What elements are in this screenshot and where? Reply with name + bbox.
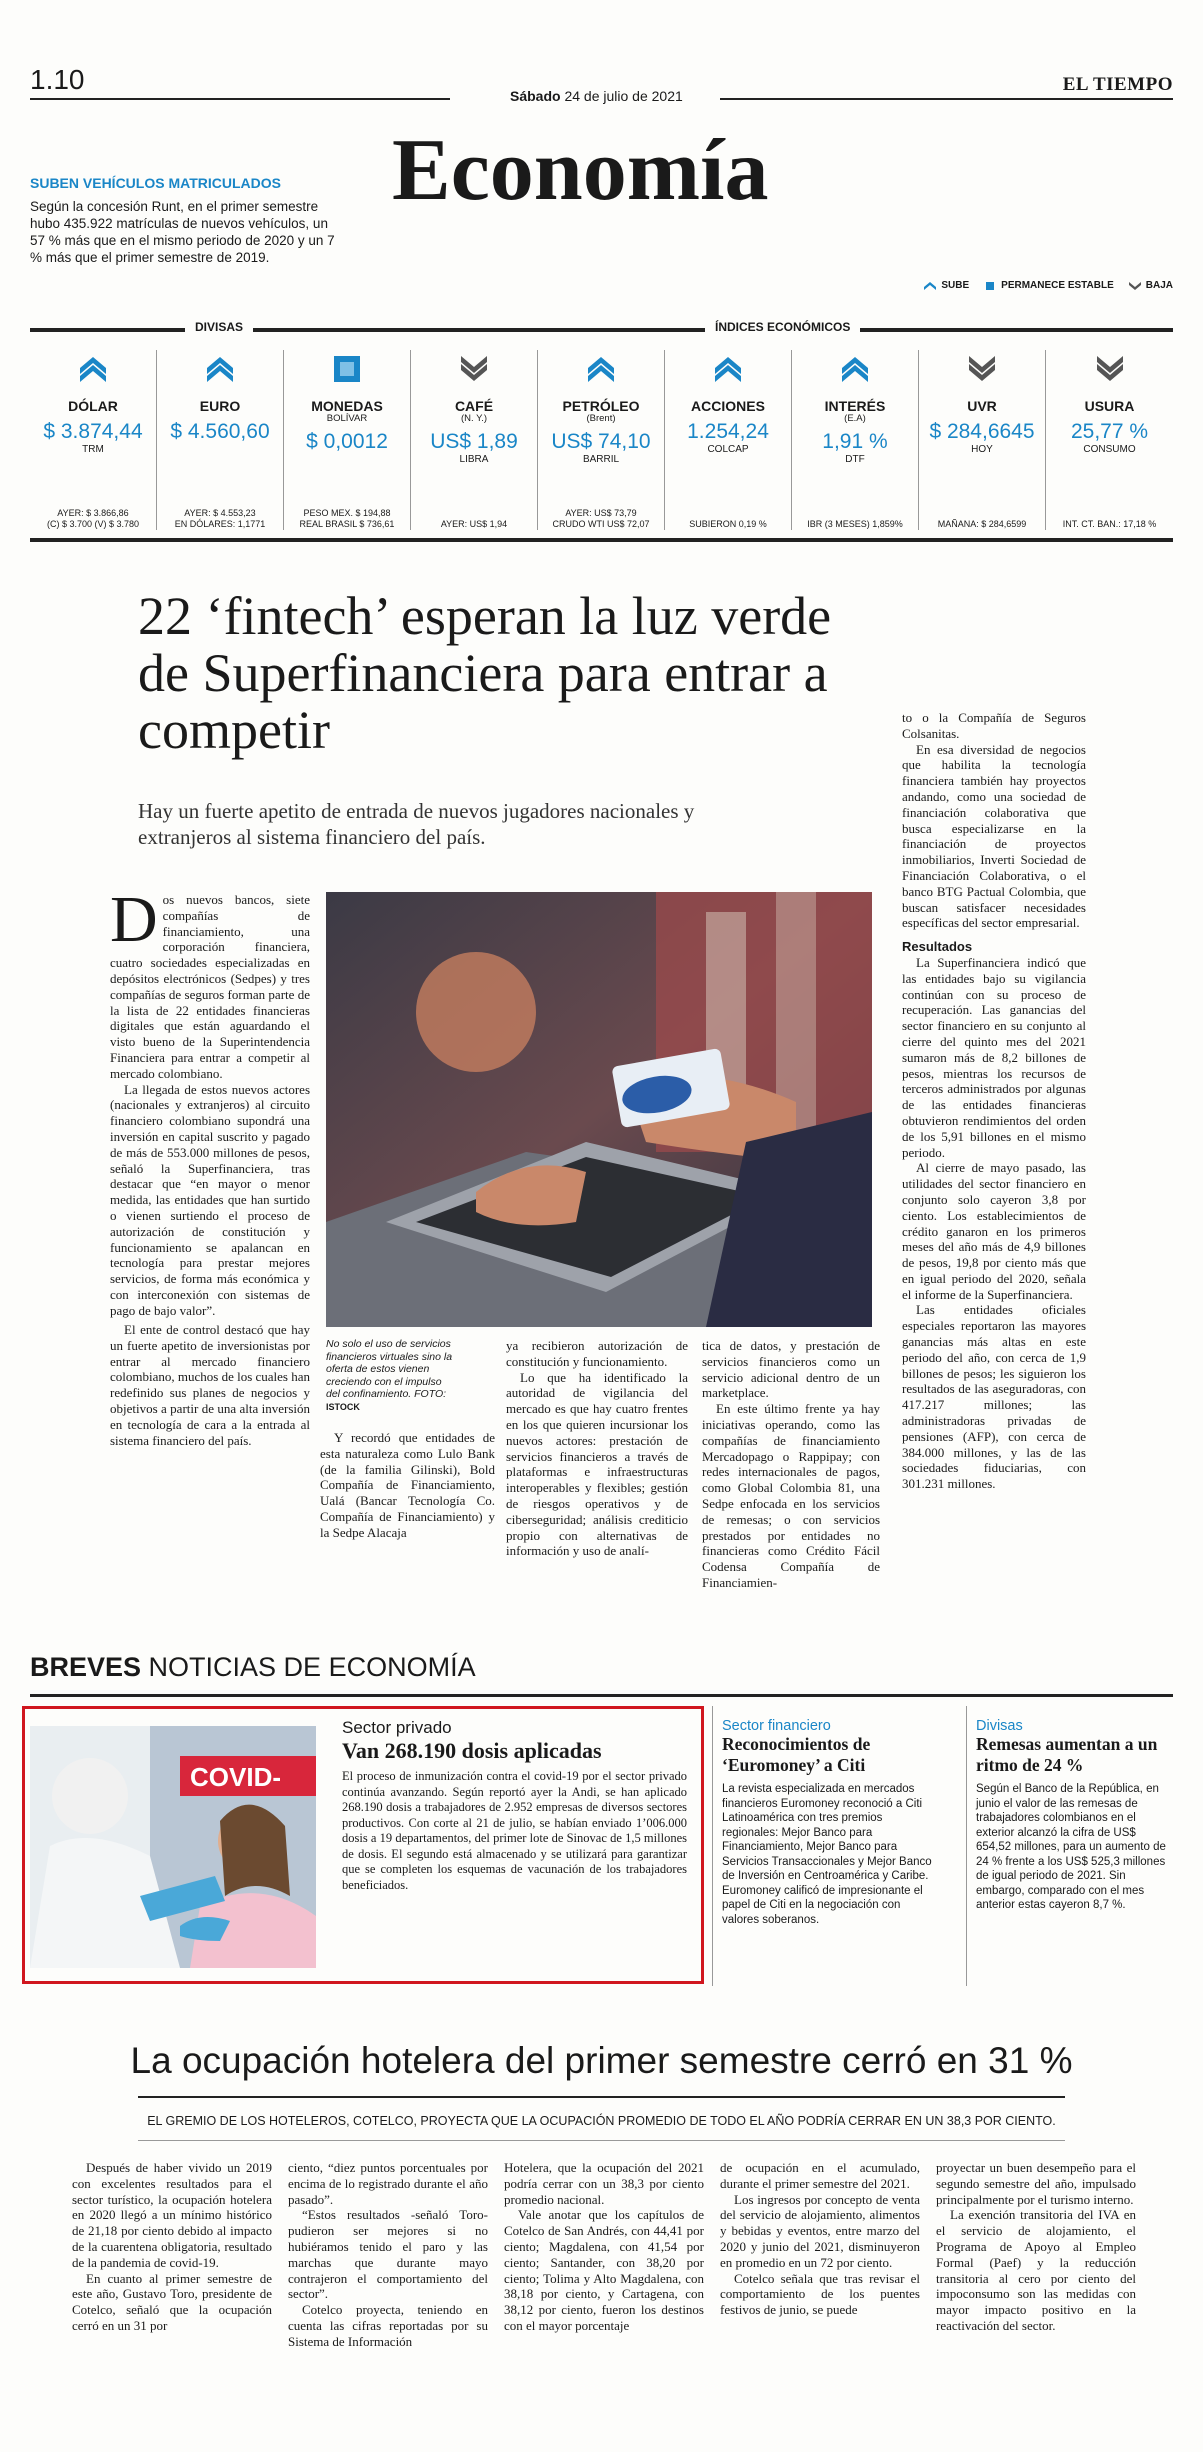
indicator-foot: AYER: $ 4.553,23 EN DÓLARES: 1,1771	[174, 508, 266, 529]
brief-third-text: Según el Banco de la República, en junio el valor de las remesas de trabajadores colombianos en el exterior alcanzó la cifra de US$ 654,52 millones, para un aumento de 24 % frente a los US$ 525,3 millones de igual periodo de 2021. Sin embargo, comparado con el mes anterior estas cayeron 8,7 %.	[976, 1783, 1166, 1911]
indicator-sub: BOLÍVAR	[326, 413, 368, 424]
indicator-sub: (Brent)	[586, 413, 616, 424]
indicator-unit: LIBRA	[459, 454, 489, 465]
brief-divider-2	[966, 1706, 967, 1986]
indicator-1	[157, 350, 284, 530]
note-text: Según la concesión Runt, en el primer semestre hubo 435.922 matrículas de nuevos vehículos, un 57 % más que en el mismo periodo de 2020 y un 7 % más que el primer semestre de 2019.	[30, 199, 335, 265]
indicator-foot: IBR (3 MESES) 1,859%	[807, 519, 903, 529]
indicator-name: PETRÓLEO	[562, 398, 640, 414]
article-column-2: Y recordó que entidades de esta naturaleza como Lulo Bank (de la familia Gilinski), Bold Compañía de Financiamiento, Ualá (Bancar Tecnología Co. Compañía de Financiamiento) y la Sedpe Alacaja	[320, 1430, 495, 1540]
indicator-foot: SUBIERON 0,19 %	[689, 519, 767, 529]
article-column-5: to o la Compañía de Seguros Colsanitas. En esa diversidad de negocios que habilita la tecnología financiera también hay proyectos andando, como una sociedad de financiación colaborativa que busca especializarse en la financiación de proyectos inmobiliarios, Inverti Sociedad de Financiación Colaborativa, o el banco BTG Pactual Colombia, que buscan satisfacer necesidades específicas del sector empresarial. Resultados La Superfinanciera indicó que las entidades bajo su vigilancia continúan con su proceso de recuperación. Las ganancias del sector financiero en su conjunto al cierre del quinto mes del 2021 sumaron más de 8,2 billones de pesos, mientras los recursos de terceros administrados por algunas de las entidades financieras obtuvieron rendimientos del orden de los 5,91 billones en el mismo periodo. Al cierre de mayo pasado, las utilidades del sector financiero en conjunto solo cayeron 3,8 por ciento. Los establecimientos de crédito ganaron en los primeros meses del año más de 4,9 billones de pesos, 19,8 por ciento más que en igual periodo del 2020, señala el informe de la Superfinanciera. Las entidades oficiales especiales reportaron las mayores ganancias más altas en este periodo del año, con cerca de 1,9 billones de pesos; les siguieron los resultados de las aseguradoras, con 417.217 millones; las administradoras privadas de pensiones (AFP), con cerca de 384.000 millones, y las de las sociedades fiduciarias, con 301.231 millones.	[902, 710, 1086, 1492]
brief-second-kicker: Sector financiero	[722, 1718, 831, 1734]
article2-column-2: ciento, “diez puntos porcentuales por encima de lo registrado durante el año pasado”. “Estos resultados -señaló Toro- pudieron ser mejores si no hubiéramos tenido el paro y las marchas que durante mayo contrajeron el comportamiento del sector”. Cotelco proyecta, teniendo en cuenta las cifras reportadas por su Sistema de Información	[288, 2160, 488, 2349]
brief-third-title: Remesas aumentan a un ritmo de 24 %	[976, 1734, 1158, 1775]
brand-logo: EL TIEMPO	[1062, 74, 1173, 95]
article-column-1b: El ente de control destacó que hay un fuerte apetito de inversionistas por entrar al mercado financiero colombiano, muchos de los cuales han redefinido sus planes de negocios y objetivos a partir de una alta inversión en tecnología de cara a la entrada al sistema financiero del país.	[110, 1322, 311, 1448]
article-deck: Hay un fuerte apetito de entrada de nuevos jugadores nacionales y extranjeros al sistema financiero del país.	[138, 799, 695, 849]
brief-main-text: El proceso de inmunización contra el covid-19 por el sector privado continúa avanzando. Según reportó ayer la Andi, se han aplicado 268.190 dosis a trabajadores de 2.952 empresas de diversos sectores productivos. Con corte al 21 de julio, se habían enviado 1’006.000 dosis a 19 departamentos, del primer lote de Sinovac de 1,5 millones de dosis. El segundo está almacenado y se utilizará para garantizar que se completen los esquemas de vacunación de los trabajadores beneficiados.	[342, 1769, 687, 1892]
indicator-name: UVR	[967, 398, 997, 414]
indicator-value: $ 0,0012	[306, 430, 388, 453]
up-arrow-icon	[713, 354, 743, 384]
page-date: Sábado 24 de julio de 2021	[510, 88, 683, 104]
indicator-8	[1046, 350, 1173, 530]
breves-title: BREVES NOTICIAS DE ECONOMÍA	[30, 1652, 476, 1682]
header-rule-left	[30, 98, 450, 100]
article-photo	[326, 892, 872, 1327]
indicator-6	[792, 350, 919, 530]
article2-column-5: proyectar un buen desempeño para el segundo semestre del año, impulsado principalmente por el turismo interno. La exención transitoria del IVA en el servicio de alojamiento, el Programa de Apoyo al Empleo Formal (Paef) y la reducción transitoria al cero por ciento del impoconsumo son las medidas con mayor impacto positivo en la reactivación del sector.	[936, 2160, 1136, 2333]
stable-square-icon	[332, 354, 362, 384]
brief-second	[722, 1718, 940, 1927]
photo-caption: No solo el uso de servicios financieros virtuales sino la oferta de estos vienen creciendo con el impulso del confinamiento. FOTO: ISTOCK	[326, 1338, 453, 1412]
up-arrow-icon	[840, 354, 870, 384]
brief-main-kicker: Sector privado	[342, 1718, 452, 1737]
indicator-value: $ 3.874,44	[43, 420, 143, 443]
indicator-value: $ 284,6645	[929, 420, 1035, 443]
dropcap: D	[110, 883, 158, 956]
down-arrow-icon	[1128, 281, 1142, 291]
brief-second-text: La revista especializada en mercados financieros Euromoney reconoció a Citi Latinoamérica con tres premios regionales: Mejor Banco para Financiamiento, Mejor Banco para Servicios Transaccionales y Mejor Banco de Inversión en Centroamérica y Caribe. Euromoney calificó de impresionante el papel de Citi en la negociación con valores soberanos.	[722, 1783, 932, 1926]
brief-divider-1	[712, 1706, 713, 1986]
note-title: SUBEN VEHÍCULOS MATRICULADOS	[30, 175, 281, 191]
label-indices: ÍNDICES ECONÓMICOS	[705, 320, 860, 334]
article2-column-3: Hotelera, que la ocupación del 2021 podría cerrar con un 38,3 por ciento promedio nacional. Vale anotar que los capítulos de Cotelco de San Andrés, con 44,41 por ciento; Magdalena, con 41,54 por ciento; Santander, con 38,20 por ciento; Tolima y Alto Magdalena, con 38,18 por ciento, y Cartagena, con 38,12 por ciento, fueron los destinos con el mayor porcentaje	[504, 2160, 704, 2333]
indicator-unit: CONSUMO	[1083, 444, 1136, 455]
indicator-unit: HOY	[971, 444, 993, 455]
brief-third-kicker: Divisas	[976, 1718, 1023, 1734]
label-divisas: DIVISAS	[185, 320, 253, 334]
article2-deck: EL GREMIO DE LOS HOTELEROS, COTELCO, PROYECTA QUE LA OCUPACIÓN PROMEDIO DE TODO EL AÑO PODRÍA CERRAR EN UN 38,3 POR CIENTO.	[147, 2114, 1056, 2128]
article2-column-1: Después de haber vivido un 2019 con excelentes resultados para el sector turístico, la ocupación hotelera en 2020 llegó a un mínimo histórico de 21,18 por ciento debido al impacto de la cuarentena obligatoria, resultado de la pandemia de covid-19. En cuanto al primer semestre de este año, Gustavo Toro, presidente de Cotelco, señaló que la ocupación cerró en un 31 por	[72, 2160, 272, 2333]
trend-legend: SUBE PERMANECE ESTABLE BAJA	[923, 280, 1173, 291]
down-arrow-icon	[459, 354, 489, 384]
article-column-4: tica de datos, y prestación de servicios financieros como un servicio adicional dentro de un marketplace. En este último frente ya hay iniciativas operando, como las compañías de financiamiento Mercadopago o Rappipay; con redes internacionales de pagos, como Global Colombia 81, una Sedpe enfocada en los servicios de remesas; o con servicios prestados por entidades no financieras como Crédito Fácil Codensa Compañía de Financiamien-	[702, 1338, 880, 1590]
indicator-value: $ 4.560,60	[170, 420, 270, 443]
page-number: 1.10	[30, 64, 85, 95]
indicator-name: INTERÉS	[824, 398, 886, 414]
article-column-3: ya recibieron autorización de constitución y funcionamiento. Lo que ha identificado la autoridad de vigilancia del mercado es que hay cuatro frentes en los que quieren incursionar los nuevos actores: prestación de servicios financieros a través de plataformas e infraestructuras interoperables y flexibles; gestión de riesgos operativos y de ciberseguridad; análisis crediticio propio con alternativas de información y uso de analí-	[506, 1338, 688, 1559]
indicator-value: 1.254,24	[687, 420, 769, 443]
header-rule-right	[720, 98, 1173, 100]
down-arrow-icon	[967, 354, 997, 384]
brief-main-title: Van 268.190 dosis aplicadas	[342, 1738, 602, 1763]
indicator-name: EURO	[199, 398, 241, 414]
indicator-unit: COLCAP	[707, 444, 749, 455]
indicator-4	[538, 350, 665, 530]
indicator-name: USURA	[1084, 398, 1135, 414]
section-title: Economía	[392, 122, 769, 219]
indicator-name: ACCIONES	[691, 398, 765, 414]
stable-square-icon	[983, 281, 997, 291]
indicator-value: US$ 1,89	[430, 430, 518, 453]
covid-banner-text: COVID-	[190, 1762, 281, 1792]
indicator-0	[30, 350, 157, 530]
indicator-unit: BARRIL	[582, 454, 620, 465]
indicator-value: US$ 74,10	[551, 430, 651, 453]
article2-rule-2	[138, 2140, 1065, 2141]
article-headline: 22 ‘fintech’ esperan la luz verde de Superfinanciera para entrar a competir	[138, 586, 832, 760]
up-arrow-icon	[205, 354, 235, 384]
indicator-value: 1,91 %	[822, 430, 888, 453]
subhead-resultados: Resultados	[902, 939, 973, 955]
indicator-3	[411, 350, 538, 530]
up-arrow-icon	[586, 354, 616, 384]
brief-second-title: Reconocimientos de ‘Euromoney’ a Citi	[722, 1734, 871, 1775]
indicator-sub: (N. Y.)	[460, 413, 488, 424]
indicator-foot: AYER: US$ 1,94	[440, 519, 508, 529]
indicator-name: DÓLAR	[68, 398, 118, 414]
indicator-value: 25,77 %	[1070, 420, 1149, 443]
up-arrow-icon	[78, 354, 108, 384]
vaccination-photo	[30, 1726, 316, 1968]
indicator-foot: MAÑANA: $ 284,6599	[937, 519, 1027, 529]
indicator-7	[919, 350, 1046, 530]
indicator-foot: AYER: $ 3.866,86 (C) $ 3.700 (V) $ 3.780	[46, 508, 140, 529]
brief-third	[976, 1718, 1171, 1913]
brief-main	[342, 1718, 687, 1893]
indicator-name: CAFÉ	[454, 398, 494, 414]
breves-rule	[30, 1694, 1173, 1697]
indicators-bottom-rule	[30, 538, 1173, 542]
indicator-unit: DTF	[845, 454, 865, 465]
article-column-1: Dos nuevos bancos, siete compañías de financiamiento, una corporación financiera, cuatro sociedades especializadas en depósitos electrónicos (Sedpes) y tres compañías de seguros forman parte de la lista de 22 entidades financieras digitales que están aguardando el visto bueno de la Superintendencia Financiera para entrar a competir al mercado colombiano. La llegada de estos nuevos actores (nacionales y extranjeros) al circuito financiero colombiano supondrá una inversión en capital suscrito y pagado de más de 553.000 millones de pesos, señaló la Superfinanciera, tras destacar que “en mayor o menor medida, las entidades que han surtido o vienen surtiendo el proceso de autorización de constitución y funcionamiento se apalancan en tecnología para prestar mejores servicios, de forma más económica y con interconexión con sistemas de pago de bajo valor”.	[110, 883, 310, 1318]
down-arrow-icon	[1095, 354, 1125, 384]
laptop-card-illustration	[326, 892, 872, 1327]
indicator-5	[665, 350, 792, 530]
indicator-sub: (E.A)	[844, 413, 866, 424]
article2-rule	[138, 2096, 1065, 2098]
indicator-unit: TRM	[82, 444, 104, 455]
article2-headline: La ocupación hotelera del primer semestre cerró en 31 %	[130, 2040, 1073, 2081]
indicator-name: MONEDAS	[311, 398, 383, 414]
article2-column-4: de ocupación en el acumulado, durante el primer semestre del 2021. Los ingresos por concepto de venta del servicio de alojamiento, alimentos y bebidas y eventos, entre marzo del 2020 y junio del 2021, disminuyeron en promedio en un 72 por ciento. Cotelco señala que tras revisar el comportamiento de los puentes festivos de junio, se puede	[720, 2160, 920, 2318]
indicator-foot: INT. CT. BAN.: 17,18 %	[1062, 519, 1157, 529]
up-arrow-icon	[923, 281, 937, 291]
indicator-2	[284, 350, 411, 530]
indicator-foot: PESO MEX. $ 194,88 REAL BRASIL $ 736,61	[299, 508, 395, 529]
indicator-foot: AYER: US$ 73,79 CRUDO WTI US$ 72,07	[552, 508, 650, 529]
